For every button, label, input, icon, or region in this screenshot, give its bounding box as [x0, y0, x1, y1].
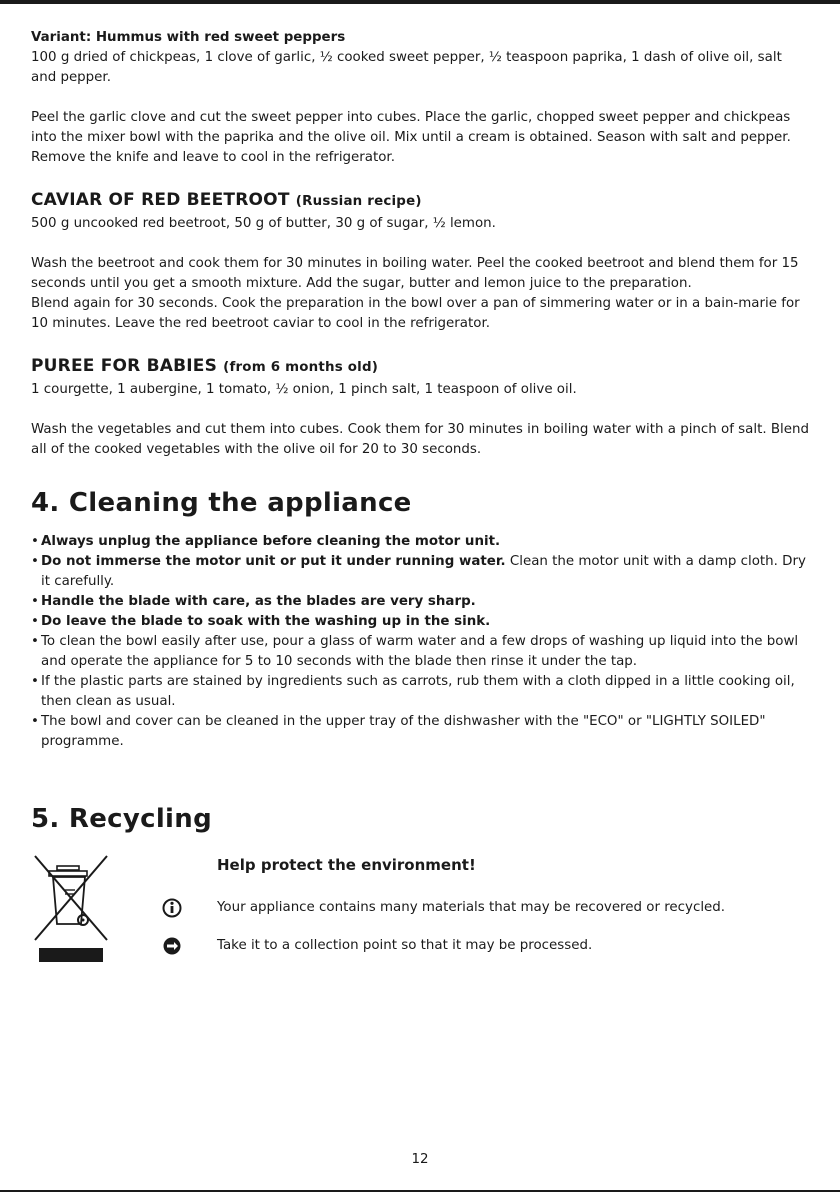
cleaning-item-bold: Handle the blade with care, as the blades are very sharp. [41, 594, 476, 609]
recycling-line-1: Your appliance contains many materials that may be recovered or recycled. [217, 900, 726, 915]
cleaning-item-text: To clean the bowl easily after use, pour a glass of warm water and a few drops of washing up liquid into the bowl and operate the appliance for 5 to 10 seconds with the blade then rinse it under the tap. [41, 634, 799, 669]
cleaning-list [31, 532, 811, 752]
bullet-icon: • [31, 634, 39, 649]
bullet-icon: • [31, 534, 39, 549]
cleaning-item [31, 592, 811, 612]
cleaning-item-text: If the plastic parts are stained by ingredients such as carrots, rub them with a cloth dipped in a little cooking oil, then clean as usual. [41, 674, 795, 709]
puree-heading [31, 354, 811, 380]
recycling-line-2: Take it to a collection point so that it may be processed. [217, 938, 593, 953]
caviar-title: CAVIAR OF RED BEETROOT [31, 190, 290, 210]
puree-method: Wash the vegetables and cut them into cubes. Cook them for 30 minutes in boiling water with a pinch of salt. Blend all of the cooked vegetables with the olive oil for 20 to 30 seconds. [31, 422, 809, 457]
cleaning-item-text: Clean the motor unit with a damp cloth. Dry it carefully. [41, 554, 806, 589]
cleaning-item [31, 712, 811, 752]
cleaning-heading: 4. Cleaning the appliance [31, 488, 412, 518]
page-number: 12 [411, 1152, 429, 1167]
bullet-icon: • [31, 674, 39, 689]
bullet-icon: • [31, 594, 39, 609]
bullet-icon: • [31, 554, 39, 569]
cleaning-item [31, 532, 811, 552]
cleaning-item [31, 552, 811, 592]
cleaning-item-bold: Do leave the blade to soak with the washing up in the sink. [41, 614, 491, 629]
caviar-section [31, 188, 811, 334]
cleaning-item-bold: Do not immerse the motor unit or put it under running water. [41, 554, 506, 569]
page-content [31, 28, 811, 994]
bullet-icon: • [31, 614, 39, 629]
caviar-subtitle: (Russian recipe) [295, 194, 422, 209]
puree-ingredients: 1 courgette, 1 aubergine, 1 tomato, ½ onion, 1 pinch salt, 1 teaspoon of olive oil. [31, 382, 577, 397]
arrow-icon [161, 936, 183, 956]
variant-method: Peel the garlic clove and cut the sweet pepper into cubes. Place the garlic, chopped sweet pepper and chickpeas into the mixer bowl with the paprika and the olive oil. Mix until a cream is obtained. Season with salt and pepper. Remove the knife and leave to cool in the refrigerator. [31, 110, 791, 165]
caviar-method: Wash the beetroot and cook them for 30 minutes in boiling water. Peel the cooked beetroot and blend them for 15 seconds until you get a smooth mixture. Add the sugar, butter and lemon juice to the preparation. [31, 256, 799, 291]
cleaning-item [31, 672, 811, 712]
recycling-heading: 5. Recycling [31, 804, 212, 834]
crossed-out-bin-icon [31, 854, 111, 964]
cleaning-item-bold: Always unplug the appliance before cleaning the motor unit. [41, 534, 501, 549]
caviar-ingredients: 500 g uncooked red beetroot, 50 g of butter, 30 g of sugar, ½ lemon. [31, 216, 496, 231]
cleaning-item [31, 612, 811, 632]
recycling-title-block [217, 854, 476, 876]
recycling-section [31, 802, 811, 994]
puree-title: PUREE FOR BABIES [31, 356, 218, 376]
cleaning-item-text: The bowl and cover can be cleaned in the upper tray of the dishwasher with the "ECO" or "LIGHTLY SOILED" programme. [41, 714, 766, 749]
puree-section [31, 354, 811, 460]
recycling-block [31, 854, 811, 994]
variant-title: Variant: Hummus with red sweet peppers [31, 30, 346, 45]
caviar-heading [31, 188, 811, 214]
recycling-title: Help protect the environment! [217, 856, 476, 874]
caviar-method-2: Blend again for 30 seconds. Cook the preparation in the bowl over a pan of simmering water or in a bain-marie for 10 minutes. Leave the red beetroot caviar to cool in the refrigerator. [31, 296, 800, 331]
hummus-variant-section [31, 28, 811, 168]
info-icon [161, 898, 183, 918]
cleaning-item [31, 632, 811, 672]
top-rule [0, 0, 840, 4]
bullet-icon: • [31, 714, 39, 729]
puree-subtitle: (from 6 months old) [223, 360, 379, 375]
variant-ingredients: 100 g dried of chickpeas, 1 clove of garlic, ½ cooked sweet pepper, ½ teaspoon paprika, 1 dash of olive oil, salt and pepper. [31, 50, 782, 85]
cleaning-section [31, 486, 811, 752]
